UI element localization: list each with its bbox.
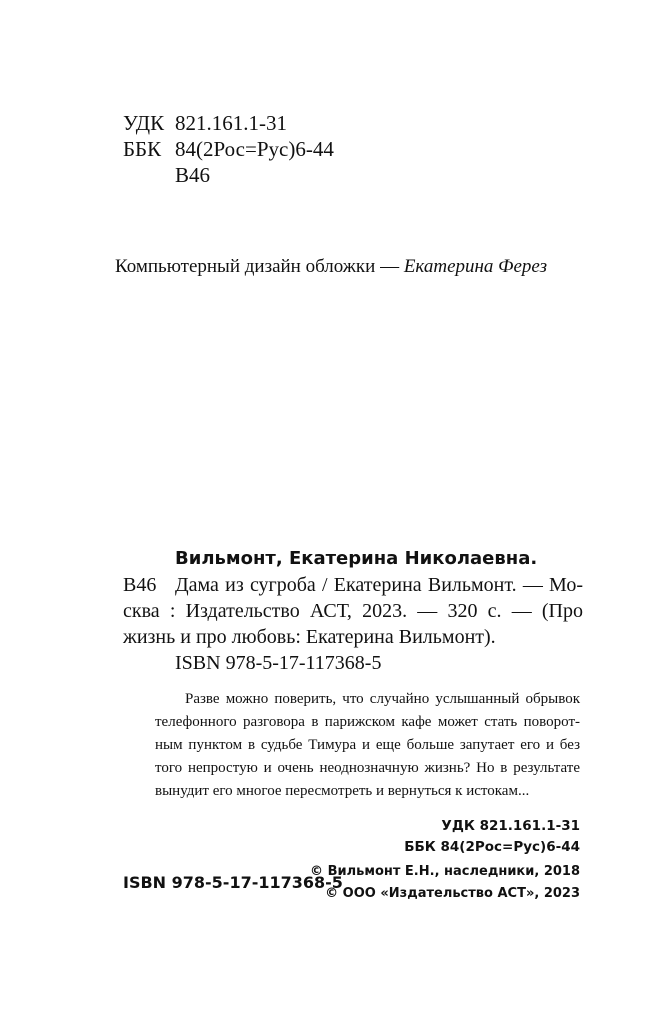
copyright-block bbox=[310, 861, 580, 905]
copyright-publisher: © ООО «Издательство АСТ», 2023 bbox=[325, 886, 580, 901]
cover-design-credit bbox=[0, 256, 662, 278]
classification-block bbox=[123, 110, 334, 188]
udk-value: 821.161.1-31 bbox=[175, 111, 287, 135]
annotation-line: того непростую и очень неоднозначную жизнь? Но в результате bbox=[155, 760, 580, 776]
bbk-row bbox=[123, 136, 334, 162]
annotation-line: Разве можно поверить, что случайно услышанный обрывок bbox=[185, 691, 580, 707]
cover-credit-text: Компьютерный дизайн обложки — bbox=[114, 256, 404, 277]
bottom-udk: УДК 821.161.1-31 bbox=[441, 818, 580, 834]
annotation-line: вынудит его многое пересмотреть и вернуться к истокам... bbox=[155, 783, 530, 799]
annotation-line: ным пунктом в судьбе Тимура и еще больше запутает его и без bbox=[155, 737, 580, 753]
bib-line-1 bbox=[123, 572, 583, 598]
author-mark: В46 bbox=[175, 163, 211, 187]
cover-designer-name: Екатерина Ферез bbox=[403, 256, 547, 277]
bbk-label: ББК bbox=[123, 137, 162, 161]
isbn-main: ISBN 978-5-17-117368-5 bbox=[175, 652, 382, 674]
author-heading: Вильмонт, Екатерина Николаевна. bbox=[175, 548, 538, 569]
bibliographic-description bbox=[123, 572, 583, 650]
bottom-bbk: ББК 84(2Рос=Рус)6-44 bbox=[404, 839, 580, 855]
annotation bbox=[155, 688, 580, 803]
bib-line-3: жизнь и про любовь: Екатерина Вильмонт). bbox=[123, 626, 496, 648]
copyright-author: © Вильмонт Е.Н., наследники, 2018 bbox=[310, 864, 580, 879]
bib-line-2: сква : Издательство АСТ, 2023. — 320 с. — (Про bbox=[123, 600, 583, 622]
bib-author-mark: В46 bbox=[123, 574, 157, 596]
bottom-classification bbox=[404, 816, 580, 858]
bib-line-1-text: Дама из сугроба / Екатерина Вильмонт. — Мо- bbox=[175, 574, 583, 596]
udk-label: УДК bbox=[123, 111, 165, 135]
bbk-value: 84(2Рос=Рус)6-44 bbox=[175, 137, 334, 161]
author-mark-row bbox=[123, 162, 334, 188]
annotation-line: телефонного разговора в парижском кафе может стать поворот- bbox=[155, 714, 580, 730]
isbn-bottom: ISBN 978-5-17-117368-5 bbox=[123, 873, 343, 892]
udk-row bbox=[123, 110, 334, 136]
